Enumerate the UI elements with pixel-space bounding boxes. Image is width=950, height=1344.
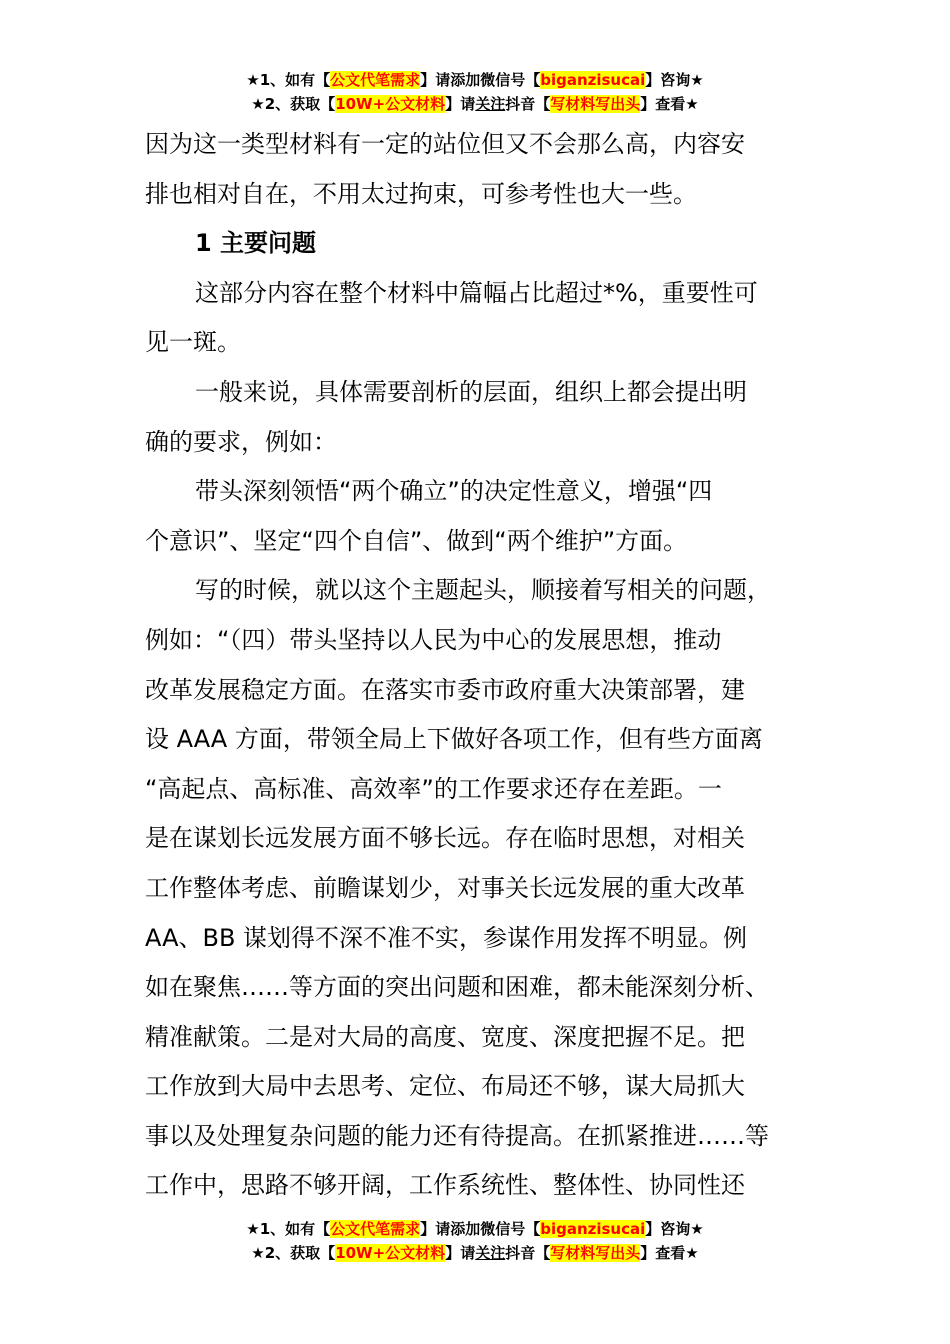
text-line: 因为这一类型材料有一定的站位但又不会那么高，内容安 — [145, 130, 745, 158]
highlight-wechat-id: biganzisucai — [540, 71, 646, 89]
text-line: “高起点、高标准、高效率”的工作要求还存在差距。一 — [145, 774, 722, 803]
star-icon: ★ — [251, 1244, 265, 1262]
text-line: 排也相对自在，不用太过拘束，可参考性也大一些。 — [145, 179, 697, 208]
text-line: 工作中，思路不够开阔，工作系统性、整体性、协同性还 — [145, 1171, 745, 1200]
text-line: AA、BB 谋划得不深不准不实，参谋作用发挥不明显。例 — [145, 923, 748, 952]
banner-text: 】请 — [445, 1244, 476, 1262]
highlight-materials: 10W+公文材料 — [335, 95, 446, 113]
text-line: 精准献策。二是对大局的高度、宽度、深度把握不足。把 — [145, 1022, 745, 1051]
banner-text: 】请添加微信号【 — [420, 1220, 541, 1238]
banner-text: 】咨询★ — [645, 1220, 704, 1238]
banner-text: 2、获取【 — [264, 1244, 336, 1262]
highlight-wechat-id: biganzisucai — [540, 1220, 646, 1238]
star-icon: ★ — [251, 95, 265, 113]
footer-banner — [0, 1217, 950, 1265]
paragraph-proportion — [145, 269, 835, 368]
text-line: 工作整体考虑、前瞻谋划少，对事关长远发展的重大改革 — [145, 873, 745, 902]
highlight-ghostwriting: 公文代笔需求 — [330, 1220, 421, 1238]
text-line: 改革发展稳定方面。在落实市委市政府重大决策部署，建 — [145, 675, 745, 704]
banner-text: 1、如有【 — [259, 1220, 331, 1238]
text-line: 一般来说，具体需要剖析的层面，组织上都会提出明 — [195, 377, 747, 406]
banner-line-1 — [0, 1217, 950, 1241]
highlight-douyin-account: 写材料写出头 — [550, 1244, 641, 1262]
highlight-materials: 10W+公文材料 — [335, 1244, 446, 1262]
banner-text: 】查看★ — [640, 1244, 699, 1262]
text-line: 设 AAA 方面，带领全局上下做好各项工作，但有些方面离 — [145, 725, 763, 754]
document-body — [145, 120, 835, 1211]
banner-line-1 — [0, 68, 950, 92]
text-line: 确的要求，例如： — [145, 427, 337, 456]
text-line: 个意识”、坚定“四个自信”、做到“两个维护”方面。 — [145, 526, 688, 555]
paragraph-example-topic — [145, 467, 835, 566]
banner-text: 抖音【 — [505, 1244, 551, 1262]
paragraph-requirements — [145, 368, 835, 467]
text-line: 带头深刻领悟“两个确立”的决定性意义，增强“四 — [195, 477, 713, 506]
star-icon: ★ — [246, 71, 260, 89]
underlined-follow: 关注 — [475, 95, 506, 113]
text-line: 如在聚焦……等方面的突出问题和困难，都未能深刻分析、 — [145, 973, 769, 1002]
paragraph-intro — [145, 120, 835, 219]
text-line: 例如：“（四）带头坚持以人民为中心的发展思想，推动 — [145, 625, 722, 654]
banner-text: 2、获取【 — [264, 95, 336, 113]
banner-text: 1、如有【 — [259, 71, 331, 89]
text-line: 写的时候，就以这个主题起头，顺接着写相关的问题， — [195, 576, 771, 605]
highlight-douyin-account: 写材料写出头 — [550, 95, 641, 113]
banner-text: 】咨询★ — [645, 71, 704, 89]
text-line: 事以及处理复杂问题的能力还有待提高。在抓紧推进……等 — [145, 1121, 769, 1150]
text-line: 这部分内容在整个材料中篇幅占比超过*%，重要性可 — [195, 278, 758, 307]
banner-text: 抖音【 — [505, 95, 551, 113]
section-heading: 1 主要问题 — [195, 229, 317, 258]
paragraph-example-text — [145, 566, 835, 1211]
text-line: 是在谋划长远发展方面不够长远。存在临时思想，对相关 — [145, 824, 745, 853]
banner-text: 】请添加微信号【 — [420, 71, 541, 89]
star-icon: ★ — [246, 1220, 260, 1238]
banner-line-2 — [0, 92, 950, 116]
banner-text: 】请 — [445, 95, 476, 113]
text-line: 工作放到大局中去思考、定位、布局还不够，谋大局抓大 — [145, 1072, 745, 1101]
highlight-ghostwriting: 公文代笔需求 — [330, 71, 421, 89]
header-banner — [0, 68, 950, 116]
banner-line-2 — [0, 1241, 950, 1265]
text-line: 见一斑。 — [145, 328, 241, 357]
underlined-follow: 关注 — [475, 1244, 506, 1262]
banner-text: 】查看★ — [640, 95, 699, 113]
